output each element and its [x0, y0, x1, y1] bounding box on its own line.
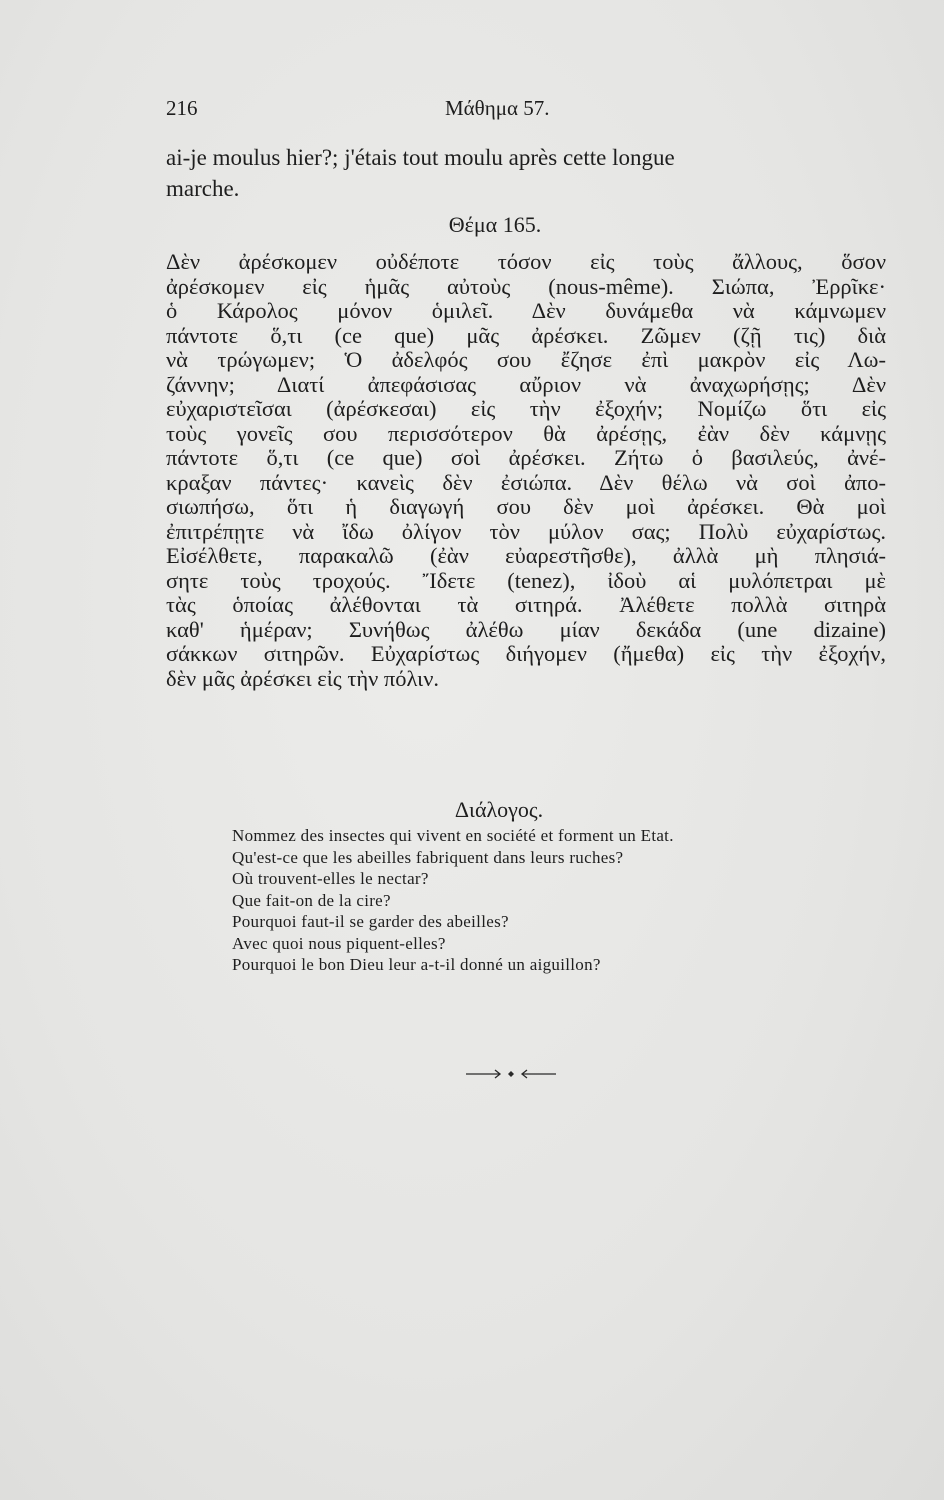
theme-line: πάντοτε ὅ,τι (ce que) σοὶ ἀρέσκει. Ζήτω ὁ βασιλεύς, ἀνέ- — [166, 445, 886, 470]
intro-paragraph — [166, 142, 878, 204]
page-number: 216 — [166, 96, 198, 120]
dialogue-question: Pourquoi le bon Dieu leur a-t-il donné un aiguillon? — [232, 955, 601, 974]
theme-line: σιωπήσω, ὅτι ἡ διαγωγή σου δὲν μοὶ ἀρέσκει. Θὰ μοὶ — [166, 494, 886, 519]
theme-line: ἐπιτρέπῃτε νὰ ἴδω ὀλίγον τὸν μύλον σας; Πολὺ εὐχαρίστως. — [166, 518, 886, 544]
dialogue-question: Que fait-on de la cire? — [232, 890, 391, 910]
theme-paragraph — [166, 250, 886, 691]
dialogue-question: Qu'est-ce que les abeilles fabriquent dans leurs ruches? — [232, 847, 624, 867]
theme-line: κραξαν πάντες· κανεὶς δὲν ἐσιώπα. Δὲν θέλω νὰ σοὶ ἀπο- — [166, 469, 886, 495]
theme-line: Δὲν ἀρέσκομεν οὐδέποτε τόσον εἰς τοὺς ἄλλους, ὅσον — [166, 249, 886, 274]
theme-line: τοὺς γονεῖς σου περισσότερον θὰ ἀρέσῃς, ἐὰν δὲν κάμνῃς — [166, 420, 886, 446]
running-head: Μάθημα 57. — [445, 96, 550, 120]
dialogue-question: Où trouvent-elles le nectar? — [232, 869, 429, 888]
dialogue-question: Avec quoi nous piquent-elles? — [232, 933, 446, 953]
dialogue-heading: Διάλογος. — [454, 797, 544, 822]
theme-line: πάντοτε ὅ,τι (ce que) μᾶς ἀρέσκει. Ζῶμεν (ζῇ τις) διὰ — [166, 322, 886, 348]
dialogue-question: Pourquoi faut-il se garder des abeilles? — [232, 912, 509, 931]
theme-line: ἀρέσκομεν εἰς ἡμᾶς αὐτοὺς (nous-même). Σιώπα, Ἐρρῖκε· — [166, 273, 886, 299]
intro-line: marche. — [166, 176, 240, 201]
theme-line: ὁ Κάρολος μόνον ὁμιλεῖ. Δὲν δυνάμεθα νὰ κάμνωμεν — [166, 298, 886, 323]
theme-line: σητε τοὺς τροχούς. Ἴδετε (tenez), ἰδοὺ αἱ μυλόπετραι μὲ — [166, 567, 886, 593]
theme-line: εὐχαριστεῖσαι (ἀρέσκεσαι) εἰς τὴν ἐξοχήν; Νομίζω ὅτι εἰς — [166, 396, 886, 421]
dialogue-question: Nommez des insectes qui vivent en société et forment un Etat. — [232, 826, 674, 845]
theme-line: Εἰσέλθετε, παρακαλῶ (ἐὰν εὐαρεστῆσθε), ἀλλὰ μὴ πλησιά- — [166, 543, 886, 568]
ornament-divider-icon — [466, 1068, 556, 1080]
theme-line: τὰς ὁποίας ἀλέθονται τὰ σιτηρά. Ἀλέθετε πολλὰ σιτηρὰ — [166, 592, 886, 617]
dialogue-questions — [232, 825, 892, 976]
theme-heading: Θέμα 165. — [448, 212, 542, 237]
theme-line: δὲν μᾶς ἀρέσκει εἰς τὴν πόλιν. — [166, 665, 440, 691]
intro-line: ai-je moulus hier?; j'étais tout moulu après cette longue — [166, 145, 675, 170]
theme-line: καθ' ἡμέραν; Συνήθως ἀλέθω μίαν δεκάδα (une dizaine) — [166, 616, 886, 642]
theme-line: ζάννην; Διατί ἀπεφάσισας αὔριον νὰ ἀναχωρήσῃς; Δὲν — [166, 371, 886, 397]
theme-line: σάκκων σιτηρῶν. Εὐχαρίστως διήγομεν (ἤμεθα) εἰς τὴν ἐξοχήν, — [166, 641, 886, 666]
theme-line: νὰ τρώγωμεν; Ὁ ἀδελφός σου ἔζησε ἐπὶ μακρὸν εἰς Λω- — [166, 347, 886, 372]
